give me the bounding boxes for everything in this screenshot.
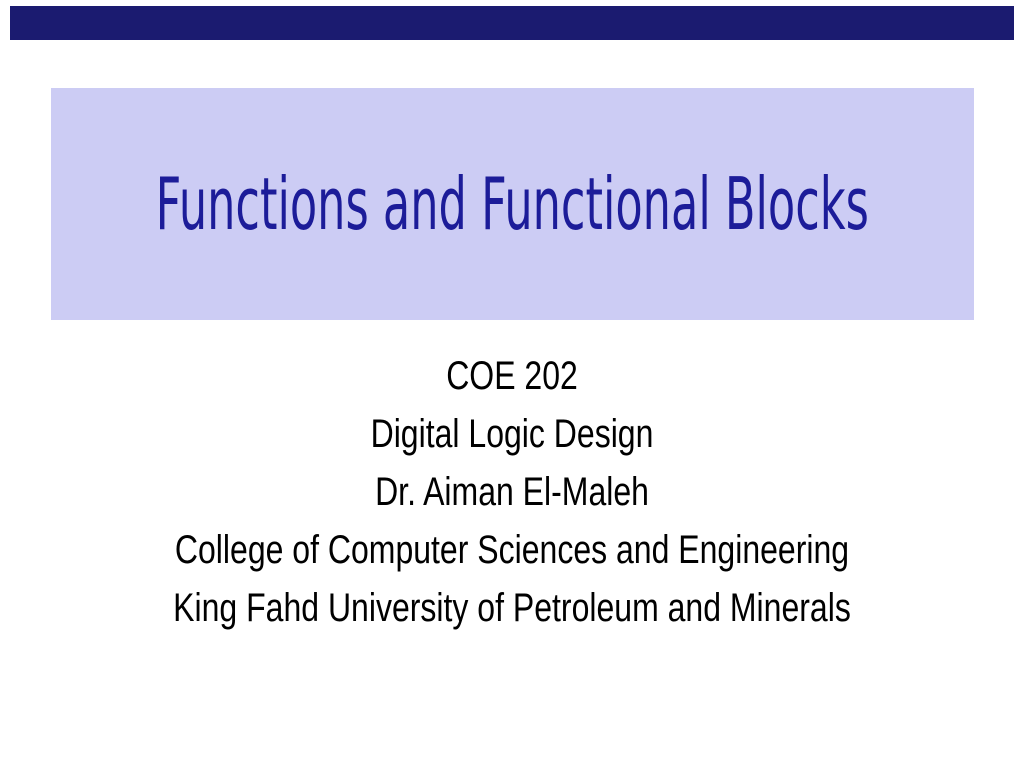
subtitle-line-course-code: COE 202 [446,354,578,398]
top-accent-bar [10,6,1014,40]
subtitle-line-course-name: Digital Logic Design [370,412,654,456]
subtitle-line-university: King Fahd University of Petroleum and Minerals [173,586,851,630]
subtitle-block [0,347,1024,637]
slide-title: Functions and Functional Blocks [155,162,870,246]
subtitle-line-college: College of Computer Sciences and Engineering [174,528,850,572]
title-box [51,88,974,320]
subtitle-line-instructor: Dr. Aiman El-Maleh [375,470,649,514]
